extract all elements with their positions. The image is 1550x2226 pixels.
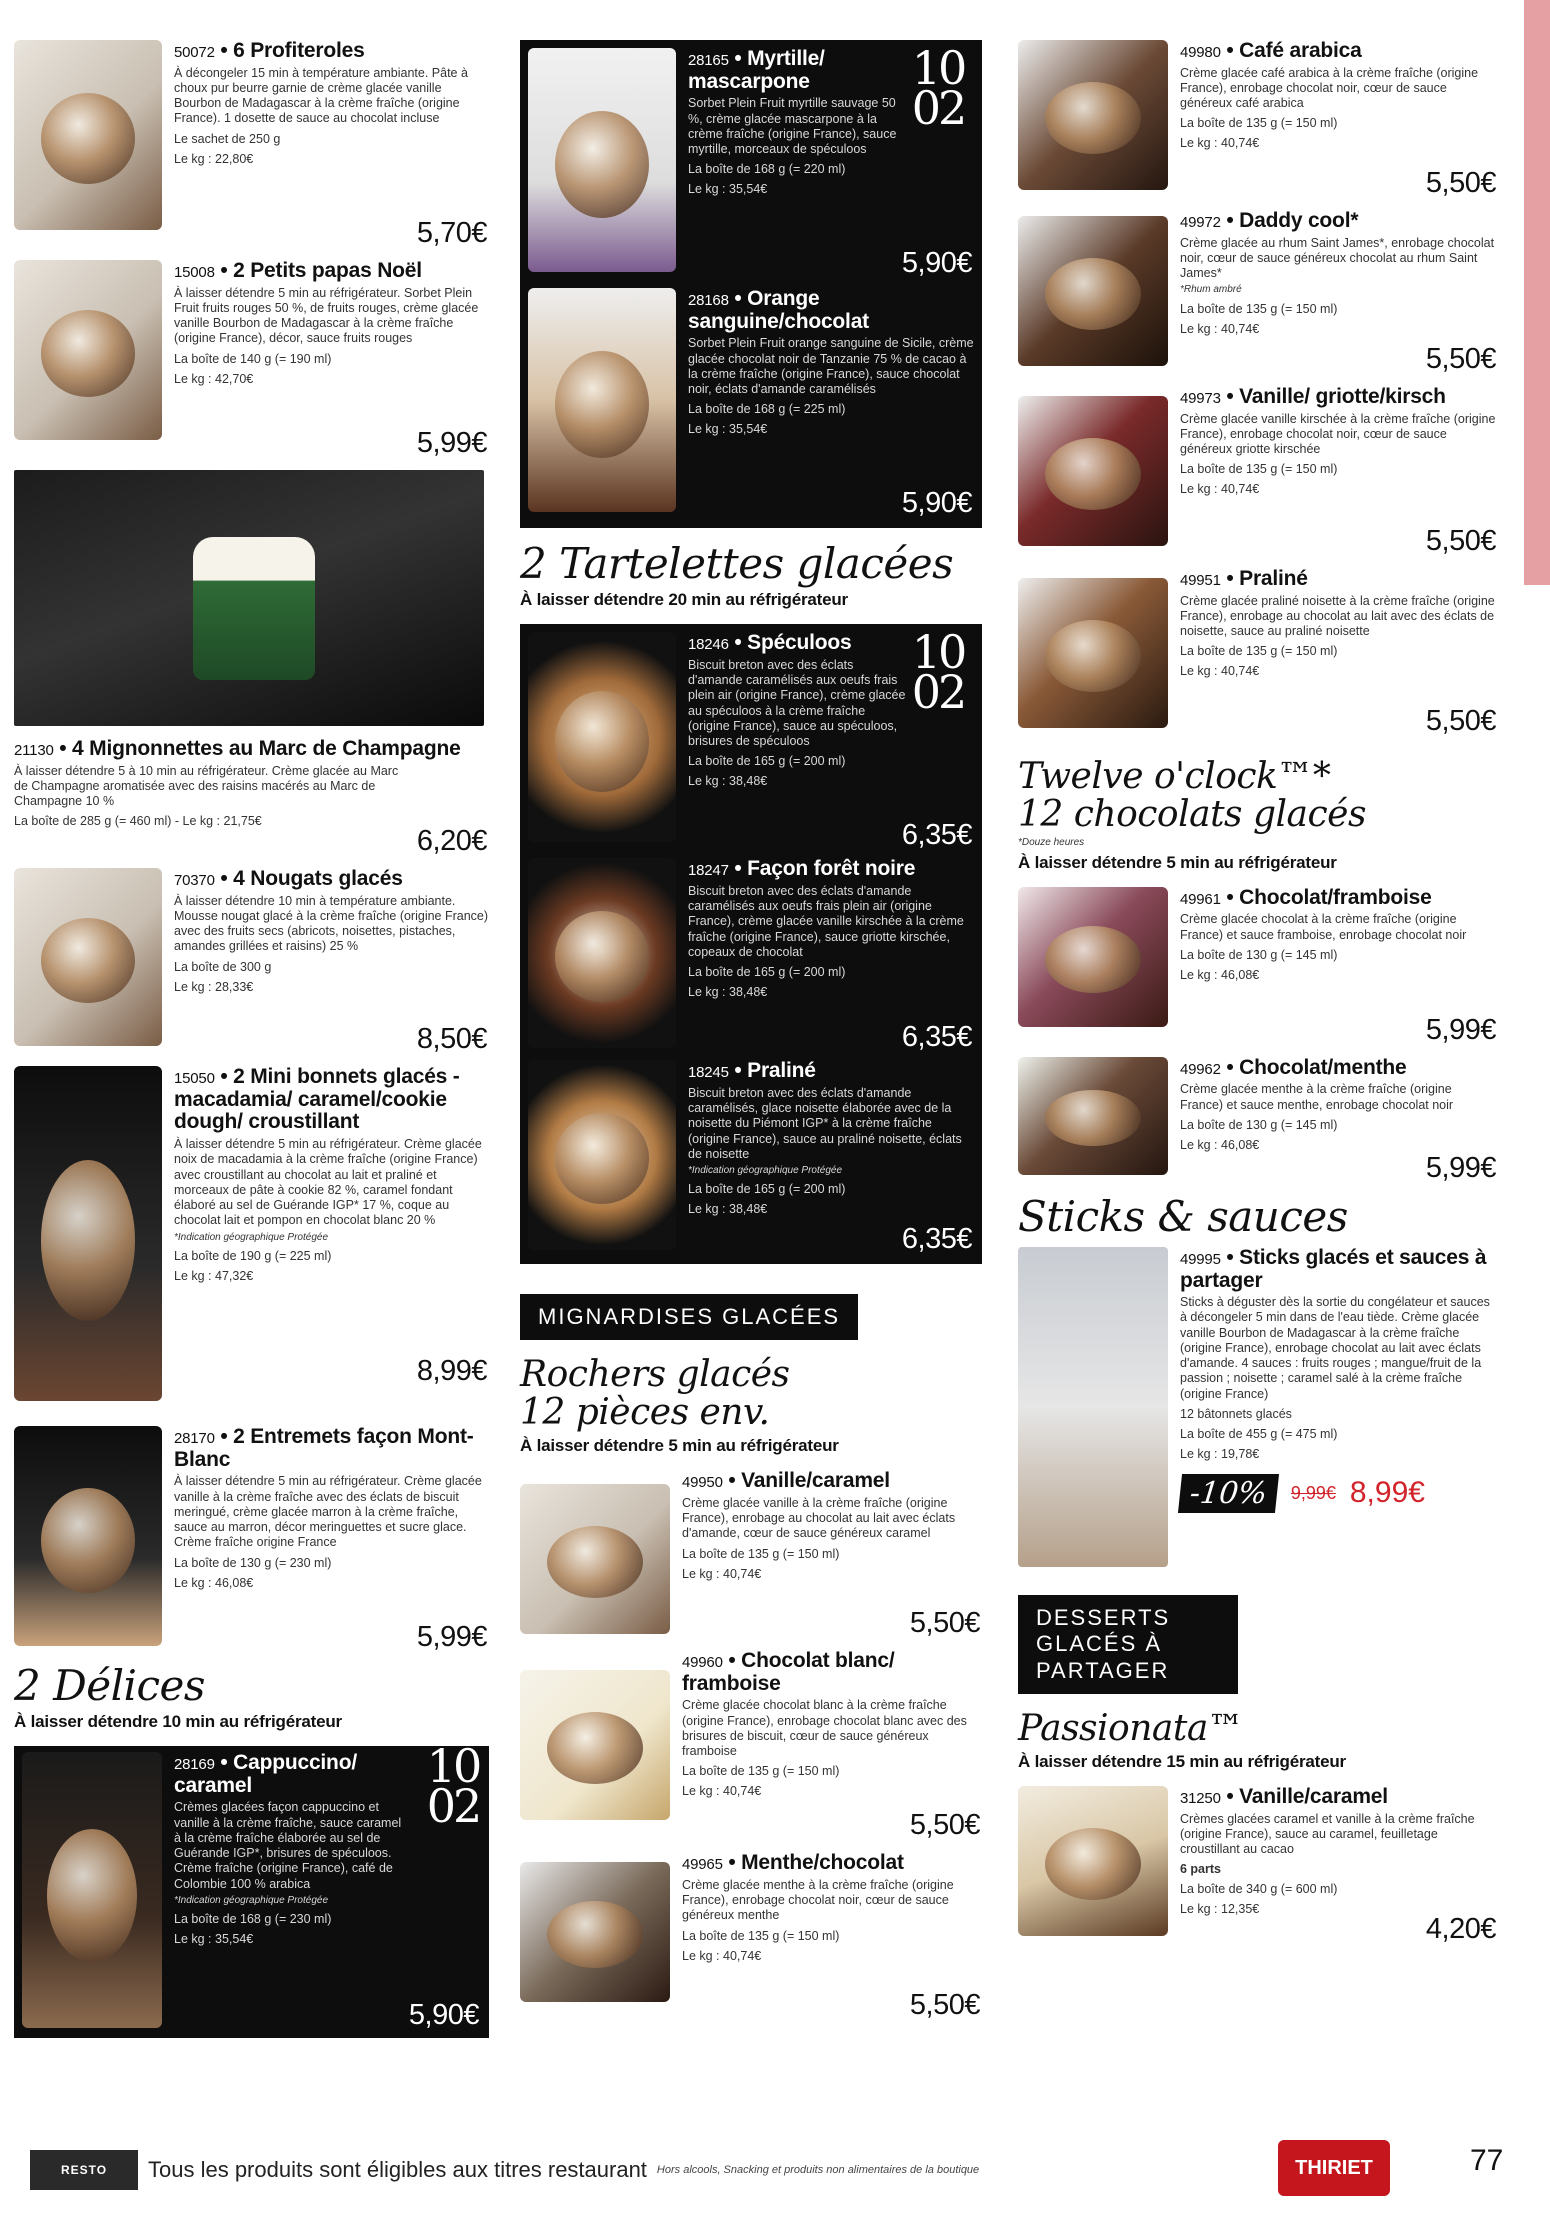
product-name: Praliné: [747, 1059, 816, 1083]
product-code: 18245: [688, 1064, 729, 1082]
product-code: 49965: [682, 1856, 723, 1874]
product-price-per-kg: Le kg : 35,54€: [688, 182, 768, 197]
product-pack: La boîte de 455 g (= 475 ml): [1180, 1426, 1338, 1441]
product-code: 49962: [1180, 1060, 1221, 1078]
product-nougats-glaces[interactable]: 70370 • 4 Nougats glacés À laisser détendre 10 min à température ambiante. Mousse nougat glacé à la crème fraîche (origine France) avec des fruits secs (abricots, noisettes, pistaches, amandes grillées et raisins) 25 % La boîte de 300 g Le kg : 28,33€ 8,50€: [14, 868, 489, 1056]
cafe-arabica-image: [1018, 40, 1168, 190]
product-price-per-kg: Le kg : 35,54€: [174, 1932, 254, 1947]
product-rocher-vanille-caramel[interactable]: 49950 • Vanille/caramel Crème glacée vanille à la crème fraîche (origine France), enrobage au chocolat au lait avec éclats d'amande, cœur de sauce généreux caramel La boîte de 135 g (= 150 ml) Le kg : 40,74€ 5,50€: [520, 1470, 982, 1640]
column-right: [1018, 40, 1498, 1956]
discount-badge: -10%: [1178, 1474, 1279, 1513]
product-pack: La boîte de 135 g (= 150 ml): [682, 1928, 840, 1943]
product-daddy-cool[interactable]: 49972 • Daddy cool* Crème glacée au rhum Saint James*, enrobage chocolat noir, cœur de sauce généreux chocolat au rhum Saint James* *Rhum ambré La boîte de 135 g (= 150 ml) Le kg : 40,74€ 5,50€: [1018, 210, 1498, 376]
product-praline-tartelette[interactable]: 18245 • Praliné Biscuit breton avec des éclats d'amande caramélisés, glace noisette élaborée avec de la noisette du Piémont IGP* à la crème fraîche (origine France), sauce au praliné noisette, éclats de noisette *Indication géographique Protégée La boîte de 165 g (= 200 ml) Le kg : 38,48€ 6,35€: [528, 1060, 974, 1256]
product-price-per-kg: Le kg : 40,74€: [1180, 664, 1260, 679]
product-name: Chocolat/framboise: [1239, 885, 1432, 909]
mini-bonnets-image: [14, 1066, 162, 1401]
product-pack: La boîte de 135 g (= 150 ml): [1180, 462, 1338, 477]
product-code: 49973: [1180, 390, 1221, 407]
product-parts: 6 parts: [1180, 1862, 1221, 1877]
product-vanille-griotte-kirsch[interactable]: 49973 • Vanille/ griotte/kirsch Crème glacée vanille kirschée à la crème fraîche (origine France), enrobage chocolat noir, cœur de sauce généreux griotte kirschée La boîte de 135 g (= 150 ml) Le kg : 40,74€ 5,50€: [1018, 386, 1498, 558]
myrtille-image: [528, 48, 676, 272]
speculoos-image: [528, 632, 676, 842]
rocher-chocolat-blanc-image: [520, 1670, 670, 1820]
cappuccino-image: [22, 1752, 162, 2028]
product-price: 5,90€: [901, 487, 972, 519]
product-pack: La boîte de 168 g (= 220 ml): [688, 162, 846, 177]
rocher-menthe-chocolat-image: [520, 1862, 670, 2002]
product-pack: La boîte de 135 g (= 150 ml): [682, 1546, 840, 1561]
section-title-sticks-sauces: Sticks & sauces: [1018, 1191, 1348, 1241]
rocher-vanille-caramel-image: [520, 1484, 670, 1634]
mont-blanc-image: [14, 1426, 162, 1646]
praline-tartelette-image: [528, 1060, 676, 1250]
category-desserts-a-partager: DESSERTS GLACÉS À PARTAGER: [1018, 1595, 1238, 1694]
product-cafe-arabica[interactable]: 49980 • Café arabica Crème glacée café arabica à la crème fraîche (origine France), enrobage chocolat noir, cœur de sauce généreux café arabica La boîte de 135 g (= 150 ml) Le kg : 40,74€ 5,50€: [1018, 40, 1498, 200]
page-edge-tab: [1524, 0, 1550, 585]
product-description: Sorbet Plein Fruit myrtille sauvage 50 %, crème glacée mascarpone à la crème fraîche (origine France), sauce myrtille, morceaux de spéculoos: [688, 96, 897, 157]
chocolat-menthe-image: [1018, 1057, 1168, 1175]
product-price-per-kg: Le kg : 46,08€: [1180, 967, 1260, 982]
product-rocher-praline[interactable]: 49951 • Praliné Crème glacée praliné noisette à la crème fraîche (origine France), enrobage au chocolat au lait avec des éclats de noisette, sauce au praliné noisette La boîte de 135 g (= 150 ml) Le kg : 40,74€ 5,50€: [1018, 568, 1498, 738]
product-description: À laisser détendre 5 min au réfrigérateur. Crème glacée noix de macadamia à la crème fraîche (origine France) avec croustillant au chocolat au lait et praliné et morceaux de pâte à cookie 82 %, caramel fondant élaboré au sel de Guérande IGP* 17 %, coque au chocolat lait et pompon en chocolat blanc 20 %: [174, 1137, 482, 1228]
product-chocolat-menthe[interactable]: 49962 • Chocolat/menthe Crème glacée menthe à la crème fraîche (origine France) et sauce menthe, enrobage chocolat noir La boîte de 130 g (= 145 ml) Le kg : 46,08€ 5,99€: [1018, 1057, 1498, 1185]
petits-papas-noel-image: [14, 260, 162, 440]
resto-logo-icon: RESTO: [30, 2150, 138, 2190]
section-subtitle-twelve-oclock: 12 chocolats glacés: [1018, 793, 1366, 835]
product-price: 5,90€: [901, 247, 972, 279]
product-count: 12 bâtonnets glacés: [1180, 1406, 1292, 1421]
product-description: Biscuit breton avec des éclats d'amande caramélisés aux oeufs frais plein air (origine France), crème glacée vanille kirschée à la crème fraîche (origine France), sauce griotte kirschée, copeaux de chocolat: [688, 883, 964, 959]
product-price: 4,20€: [1425, 1912, 1496, 1945]
column-middle: [520, 40, 982, 2032]
product-code: 31250: [1180, 1789, 1221, 1807]
product-price: 5,99€: [1425, 1013, 1496, 1046]
section-title-twelve-oclock: Twelve o'clock™*: [1018, 756, 1331, 797]
category-mignardises: MIGNARDISES GLACÉES: [520, 1294, 858, 1340]
product-description: À décongeler 15 min à température ambiante. Pâte à choux pur beurre garnie de crème glacée vanille Bourbon de Madagascar à la crème fraîche (origine France). 1 dosette de sauce au chocolat incluse: [174, 65, 468, 126]
product-footnote: *Indication géographique Protégée: [688, 1165, 843, 1177]
product-name: Sticks glacés et sauces à partager: [1180, 1245, 1487, 1292]
product-footnote: *Indication géographique Protégée: [174, 1231, 329, 1243]
product-code: 50072: [174, 44, 215, 61]
product-description: Crème glacée menthe à la crème fraîche (origine France) et sauce menthe, enrobage chocolat noir: [1180, 1082, 1454, 1112]
product-pack: La boîte de 140 g (= 190 ml): [174, 351, 332, 366]
column-left: [14, 40, 489, 2048]
product-code: 49950: [682, 1474, 723, 1492]
passionata-image: [1018, 1786, 1168, 1936]
section-title-rochers: Rochers glacés: [520, 1354, 790, 1396]
product-code: 21130: [14, 742, 54, 759]
product-name: 2 Mini bonnets glacés - macadamia/ caramel/cookie dough/ croustillant: [174, 1065, 460, 1134]
10-02-badge-icon: 10 02: [911, 625, 965, 720]
product-name: Orange sanguine/chocolat: [688, 287, 869, 333]
footer-fineprint: Hors alcools, Snacking et produits non alimentaires de la boutique: [656, 2164, 980, 2176]
product-code: 28168: [688, 292, 729, 309]
product-profiteroles[interactable]: 50072 • 6 Profiteroles À décongeler 15 min à température ambiante. Pâte à choux pur beurre garnie de crème glacée vanille Bourbon de Madagascar à la crème fraîche (origine France). 1 dosette de sauce au chocolat incluse Le sachet de 250 g Le kg : 22,80€ 5,70€: [14, 40, 489, 250]
product-pack: La boîte de 340 g (= 600 ml): [1180, 1882, 1338, 1897]
product-name: Café arabica: [1239, 39, 1362, 62]
product-description: Crème glacée au rhum Saint James*, enrobage chocolat noir, cœur de sauce généreux chocolat au rhum Saint James*: [1180, 235, 1495, 281]
product-price-per-kg: Le kg : 40,74€: [682, 1948, 762, 1963]
new-price: 8,99€: [1349, 1476, 1425, 1510]
delices-dark-panel: [520, 40, 982, 528]
product-description: Crème glacée chocolat à la crème fraîche (origine France) et sauce framboise, enrobage chocolat noir: [1180, 912, 1467, 942]
10-02-badge-icon: 10 02: [911, 41, 965, 135]
product-name: Praliné: [1239, 567, 1308, 590]
product-mont-blanc[interactable]: 28170 • 2 Entremets façon Mont-Blanc À laisser détendre 5 min au réfrigérateur. Crème glacée vanille à la crème fraîche avec des éclats de biscuit meringué, crème glacée marron à la crème fraîche, sauce au marron, décor meringuettes et sucre glace. Crème fraîche origine France La boîte de 130 g (= 230 ml) Le kg : 46,08€ 5,99€: [14, 1426, 489, 1654]
section-thaw-instructions: À laisser détendre 20 min au réfrigérateur: [520, 590, 848, 610]
product-footnote: *Indication géographique Protégée: [174, 1894, 329, 1906]
product-pack: La boîte de 135 g (= 150 ml): [1180, 644, 1338, 659]
product-mignonnettes[interactable]: 21130 • 4 Mignonnettes au Marc de Champagne À laisser détendre 5 à 10 min au réfrigérateur. Crème glacée au Marc de Champagne aromatisée avec des raisins macérés au Marc de Champagne 10 % La boîte de 285 g (= 460 ml) - Le kg : 21,75€ 6,20€: [14, 737, 487, 857]
product-price: 5,50€: [909, 1809, 980, 1842]
product-price: 5,50€: [1425, 525, 1496, 557]
product-price-per-kg: Le kg : 19,78€: [1180, 1446, 1260, 1461]
product-price-per-kg: Le kg : 22,80€: [174, 151, 254, 166]
product-name: 2 Entremets façon Mont-Blanc: [174, 1425, 474, 1471]
product-pack: Le sachet de 250 g: [174, 131, 281, 146]
section-subtitle-rochers: 12 pièces env.: [520, 1392, 770, 1434]
product-code: 49972: [1180, 214, 1221, 231]
product-foret-noire[interactable]: 18247 • Façon forêt noire Biscuit breton avec des éclats d'amande caramélisés aux oeufs frais plein air (origine France), crème glacée vanille kirschée à la crème fraîche (origine France), sauce griotte kirschée, copeaux de chocolat La boîte de 165 g (= 200 ml) Le kg : 38,48€ 6,35€: [528, 858, 974, 1054]
product-name: Chocolat blanc/ framboise: [682, 1649, 895, 1695]
mignonnettes-photo: [14, 470, 484, 726]
product-description: Crème glacée vanille kirschée à la crème fraîche (origine France), enrobage chocolat noir, cœur de sauce généreux griotte kirschée: [1180, 411, 1496, 457]
product-sticks-glaces[interactable]: 49995 • Sticks glacés et sauces à partager Sticks à déguster dès la sortie du congélateur et sauces à décongeler 5 min dans de l'eau tiède. Crème glacée vanille Bourbon de Madagascar à la crème fraîche (origine France), enrobage chocolat au lait avec éclats d'amande. 4 sauces : fruits rouges ; mangue/fruit de la passion ; noisette ; caramel salé à la crème fraîche (origine France) 12 bâtonnets glacés La boîte de 455 g (= 475 ml) Le kg : 19,78€ -10% 9,99€ 8,99€: [1018, 1247, 1498, 1567]
promo-offer: [1180, 1474, 1498, 1513]
product-price: 6,20€: [416, 825, 487, 857]
product-price: 5,70€: [416, 217, 487, 249]
product-footnote: *Rhum ambré: [1180, 284, 1242, 296]
product-description: Crème glacée praliné noisette à la crème fraîche (origine France), enrobage au chocolat au lait avec des éclats de noisette, sauce au praliné noisette: [1180, 593, 1495, 639]
product-description: Biscuit breton avec des éclats d'amande caramélisés, glace noisette élaborée avec de la noisette du Piémont IGP* à la crème fraîche (origine France), sauce au praliné noisette, éclats de noisette: [688, 1085, 962, 1161]
product-price-per-kg: Le kg : 46,08€: [1180, 1137, 1260, 1152]
product-price-per-kg: Le kg : 47,32€: [174, 1268, 254, 1283]
section-title-passionata: Passionata™: [1018, 1708, 1244, 1750]
product-price: 5,50€: [1425, 167, 1496, 199]
product-code: 49980: [1180, 44, 1221, 61]
product-price: 5,99€: [1425, 1151, 1496, 1184]
product-cappuccino-caramel[interactable]: 28169 • Cappuccino/ caramel Crèmes glacées façon cappuccino et vanille à la crème fraîche, sauce caramel à la crème fraîche élaborée au sel de Guérande IGP*, brisures de spéculoos. Crème fraîche (origine France), café de Colombie 100 % arabica *Indication géographique Protégée La boîte de 168 g (= 230 ml) Le kg : 35,54€ 10 02 5,90€: [14, 1746, 489, 2038]
product-price-per-kg: Le kg : 40,74€: [682, 1784, 762, 1799]
section-thaw-instructions: À laisser détendre 10 min au réfrigérateur: [14, 1712, 342, 1732]
section-thaw-instructions: À laisser détendre 5 min au réfrigérateur: [520, 1436, 839, 1456]
product-name: Cappuccino/ caramel: [174, 1751, 357, 1797]
product-price-per-kg: Le kg : 46,08€: [174, 1575, 254, 1590]
product-description: Sticks à déguster dès la sortie du congélateur et sauces à décongeler 5 min dans de l'eau tiède. Crème glacée vanille Bourbon de Madagascar à la crème fraîche (origine France), enrobage chocolat au lait avec éclats d'amande. 4 sauces : fruits rouges ; mangue/fruit de la passion ; noisette ; caramel salé à la crème fraîche (origine France): [1180, 1295, 1490, 1401]
product-code: 49995: [1180, 1250, 1221, 1268]
product-code: 49961: [1180, 890, 1221, 908]
product-description: Sorbet Plein Fruit orange sanguine de Sicile, crème glacée chocolat noir de Tanzanie 75 % de cacao à la crème fraîche (origine France), sauce chocolat noir, éclats d'amande caramélisés: [688, 336, 974, 397]
product-code: 15050: [174, 1070, 215, 1087]
product-price: 5,50€: [1425, 343, 1496, 375]
product-name: 4 Nougats glacés: [233, 867, 403, 890]
product-name: Daddy cool*: [1239, 209, 1359, 232]
product-price-per-kg: Le kg : 40,74€: [1180, 136, 1260, 151]
product-pack: La boîte de 165 g (= 200 ml): [688, 1182, 846, 1197]
product-description: Crèmes glacées façon cappuccino et vanille à la crème fraîche, sauce caramel à la crème fraîche élaborée au sel de Guérande IGP*, brisures de spéculoos. Crème fraîche (origine France), café de Colombie 100 % arabica: [174, 1800, 402, 1891]
product-name: Façon forêt noire: [747, 857, 916, 881]
product-price-per-kg: Le kg : 40,74€: [1180, 321, 1260, 336]
product-price-per-kg: Le kg : 42,70€: [174, 371, 254, 386]
product-price: 5,99€: [416, 427, 487, 459]
product-pack: La boîte de 135 g (= 150 ml): [1180, 116, 1338, 131]
product-pack: La boîte de 300 g: [174, 959, 272, 974]
product-name: Vanille/caramel: [741, 1469, 890, 1493]
footer-text: Tous les produits sont éligibles aux titres restaurant: [148, 2157, 647, 2182]
product-price: 6,35€: [901, 1021, 972, 1054]
old-price: 9,99€: [1290, 1482, 1336, 1503]
product-pack: La boîte de 165 g (= 200 ml): [688, 754, 846, 769]
product-description: Crèmes glacées caramel et vanille à la crème fraîche (origine France), sauce au caramel, feuilletage croustillant au cacao: [1180, 1811, 1475, 1857]
product-code: 28169: [174, 1756, 215, 1774]
section-title-tartelettes: 2 Tartelettes glacées: [520, 539, 954, 588]
orange-sanguine-image: [528, 288, 676, 512]
product-rocher-menthe-chocolat[interactable]: 49965 • Menthe/chocolat Crème glacée menthe à la crème fraîche (origine France), enrobage chocolat noir, cœur de sauce généreux menthe La boîte de 135 g (= 150 ml) Le kg : 40,74€ 5,50€: [520, 1852, 982, 2022]
product-pack: La boîte de 130 g (= 145 ml): [1180, 1117, 1338, 1132]
product-pack: La boîte de 190 g (= 225 ml): [174, 1248, 332, 1263]
product-pack: La boîte de 135 g (= 150 ml): [1180, 301, 1338, 316]
product-price: 5,99€: [416, 1621, 487, 1653]
product-name: Myrtille/ mascarpone: [688, 47, 825, 93]
product-code: 18246: [688, 636, 729, 654]
product-description: Crème glacée menthe à la crème fraîche (origine France), enrobage chocolat noir, cœur de sauce généreux menthe: [682, 1877, 954, 1923]
product-code: 49951: [1180, 572, 1221, 589]
profiteroles-image: [14, 40, 162, 230]
section-footnote: *Douze heures: [1018, 836, 1085, 848]
product-rocher-chocolat-blanc[interactable]: 49960 • Chocolat blanc/ framboise Crème glacée chocolat blanc à la crème fraîche (origine France), enrobage chocolat blanc avec des brisures de biscuit, cœur de sauce généreux framboise La boîte de 135 g (= 150 ml) Le kg : 40,74€ 5,50€: [520, 1650, 982, 1842]
thiriet-logo: THIRIET: [1278, 2140, 1390, 2196]
product-name: 4 Mignonnettes au Marc de Champagne: [72, 737, 461, 760]
product-price: 8,50€: [416, 1023, 487, 1055]
page-footer: [30, 2140, 1520, 2200]
product-price: 5,50€: [909, 1989, 980, 2022]
product-price-per-kg: Le kg : 40,74€: [1180, 482, 1260, 497]
product-code: 70370: [174, 872, 215, 889]
section-thaw-instructions: À laisser détendre 15 min au réfrigérateur: [1018, 1751, 1346, 1771]
product-price-per-kg: Le kg : 28,33€: [174, 979, 254, 994]
page-number: 77: [1470, 2144, 1504, 2177]
product-price-per-kg: Le kg : 38,48€: [688, 1202, 768, 1217]
product-pack: La boîte de 130 g (= 230 ml): [174, 1555, 332, 1570]
product-price: 8,99€: [416, 1355, 487, 1387]
10-02-badge-icon: 10 02: [426, 1739, 480, 1834]
product-price-per-kg: Le kg : 35,54€: [688, 422, 768, 437]
product-code: 28170: [174, 1430, 215, 1447]
product-pack: La boîte de 135 g (= 150 ml): [682, 1764, 840, 1779]
product-code: 18247: [688, 862, 729, 880]
daddy-cool-image: [1018, 216, 1168, 366]
product-name: 2 Petits papas Noël: [233, 259, 422, 282]
product-name: 6 Profiteroles: [233, 39, 365, 62]
product-name: Vanille/ griotte/kirsch: [1239, 385, 1446, 408]
product-code: 15008: [174, 264, 215, 281]
product-price: 6,35€: [901, 1223, 972, 1256]
product-name: Spéculoos: [747, 631, 852, 655]
product-price-per-kg: Le kg : 38,48€: [688, 985, 768, 1000]
product-name: Vanille/caramel: [1239, 1784, 1388, 1808]
product-petits-papas-noel[interactable]: 15008 • 2 Petits papas Noël À laisser détendre 5 min au réfrigérateur. Sorbet Plein Fruit fruits rouges 50 %, de fruits rouges, crème glacée vanille Bourbon de Madagascar à la crème fraîche (origine France), décor, sauce fruits rouges La boîte de 140 g (= 190 ml) Le kg : 42,70€ 5,99€: [14, 260, 489, 460]
chocolat-framboise-image: [1018, 887, 1168, 1027]
sticks-image: [1018, 1247, 1168, 1567]
product-description: Crème glacée chocolat blanc à la crème fraîche (origine France), enrobage chocolat blanc avec des brisures de biscuit, cœur de sauce généreux framboise: [682, 1698, 967, 1759]
product-pack: La boîte de 130 g (= 145 ml): [1180, 947, 1338, 962]
product-price-per-kg: Le kg : 12,35€: [1180, 1902, 1260, 1917]
product-pack: La boîte de 168 g (= 230 ml): [174, 1912, 332, 1927]
product-passionata-vanille-caramel[interactable]: 31250 • Vanille/caramel Crèmes glacées caramel et vanille à la crème fraîche (origine France), sauce au caramel, feuilletage croustillant au cacao 6 parts La boîte de 340 g (= 600 ml) Le kg : 12,35€ 4,20€: [1018, 1786, 1498, 1946]
product-description: À laisser détendre 5 min au réfrigérateur. Crème glacée vanille à la crème fraîche avec des éclats de biscuit meringué, crème glacée marron à la crème fraîche, sauce au marron, décor meringuettes et sucre glace. Crème fraîche origine France: [174, 1474, 482, 1550]
product-price: 5,90€: [408, 1999, 479, 2032]
nougats-image: [14, 868, 162, 1046]
product-description: À laisser détendre 5 à 10 min au réfrigérateur. Crème glacée au Marc de Champagne aromatisée avec des raisins macérés au Marc de Champagne 10 %: [14, 763, 399, 809]
product-description: À laisser détendre 5 min au réfrigérateur. Sorbet Plein Fruit fruits rouges 50 %, de fruits rouges, crème glacée vanille Bourbon de Madagascar à la crème fraîche (origine France), décor, sauce fruits rouges: [174, 285, 479, 346]
product-price-per-kg: Le kg : 38,48€: [688, 774, 768, 789]
product-speculoos[interactable]: 18246 • Spéculoos Biscuit breton avec des éclats d'amande caramélisés aux oeufs frais plein air (origine France), crème glacée au spéculoos à la crème fraîche (origine France), sauce au spéculoos, brisures de spéculoos La boîte de 165 g (= 200 ml) Le kg : 38,48€ 10 02 6,35€: [528, 632, 974, 852]
product-price-per-kg: Le kg : 40,74€: [682, 1566, 762, 1581]
product-orange-sanguine[interactable]: 28168 • Orange sanguine/chocolat Sorbet Plein Fruit orange sanguine de Sicile, crème glacée chocolat noir de Tanzanie 75 % de cacao à la crème fraîche (origine France), sauce chocolat noir, éclats d'amande caramélisés La boîte de 168 g (= 225 ml) Le kg : 35,54€ 5,90€: [528, 288, 974, 520]
product-price: 6,35€: [901, 819, 972, 852]
tartelettes-dark-panel: [520, 624, 982, 1264]
product-chocolat-framboise[interactable]: 49961 • Chocolat/framboise Crème glacée chocolat à la crème fraîche (origine France) et sauce framboise, enrobage chocolat noir La boîte de 130 g (= 145 ml) Le kg : 46,08€ 5,99€: [1018, 887, 1498, 1047]
product-name: Chocolat/menthe: [1239, 1055, 1407, 1079]
rocher-praline-image: [1018, 578, 1168, 728]
product-code: 28165: [688, 52, 729, 69]
section-thaw-instructions: À laisser détendre 5 min au réfrigérateur: [1018, 852, 1337, 872]
product-price: 5,50€: [1425, 705, 1496, 737]
product-pack: La boîte de 285 g (= 460 ml) - Le kg : 21,75€: [14, 814, 262, 829]
product-description: Biscuit breton avec des éclats d'amande caramélisés aux oeufs frais plein air (origine France), crème glacée au spéculoos à la crème fraîche (origine France), sauce au spéculoos, brisures de spéculoos: [688, 657, 906, 749]
section-title-delices: 2 Délices: [14, 1661, 205, 1710]
foret-noire-image: [528, 858, 676, 1048]
product-price: 5,50€: [909, 1607, 980, 1640]
product-description: Crème glacée vanille à la crème fraîche (origine France), enrobage au chocolat au lait avec éclats d'amande, cœur de sauce généreux caramel: [682, 1495, 956, 1541]
product-pack: La boîte de 165 g (= 200 ml): [688, 965, 846, 980]
vanille-griotte-image: [1018, 396, 1168, 546]
product-mini-bonnets[interactable]: 15050 • 2 Mini bonnets glacés - macadamia/ caramel/cookie dough/ croustillant À laisser détendre 5 min au réfrigérateur. Crème glacée noix de macadamia à la crème fraîche (origine France) avec croustillant au chocolat au lait et praliné et morceaux de pâte à cookie 82 %, caramel fondant élaboré au sel de Guérande IGP* 17 %, coque au chocolat lait et pompon en chocolat blanc 20 % *Indication géographique Protégée La boîte de 190 g (= 225 ml) Le kg : 47,32€ 8,99€: [14, 1066, 489, 1416]
product-name: Menthe/chocolat: [741, 1851, 904, 1875]
product-description: À laisser détendre 10 min à température ambiante. Mousse nougat glacé à la crème fraîche (origine France) avec des fruits secs (abricots, noisettes, pistaches, amandes grillées et raisins) 25 %: [174, 893, 489, 954]
product-pack: La boîte de 168 g (= 225 ml): [688, 402, 846, 417]
product-description: Crème glacée café arabica à la crème fraîche (origine France), enrobage chocolat noir, cœur de sauce généreux café arabica: [1180, 65, 1479, 111]
product-myrtille-mascarpone[interactable]: 28165 • Myrtille/ mascarpone Sorbet Plein Fruit myrtille sauvage 50 %, crème glacée mascarpone à la crème fraîche (origine France), sauce myrtille, morceaux de spéculoos La boîte de 168 g (= 220 ml) Le kg : 35,54€ 10 02 5,90€: [528, 48, 974, 280]
product-code: 49960: [682, 1654, 723, 1672]
